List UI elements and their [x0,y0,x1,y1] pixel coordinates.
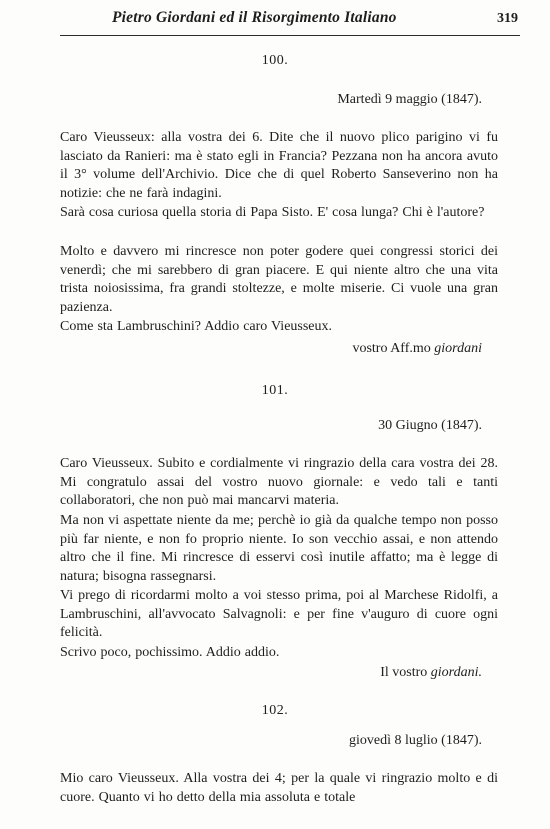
paragraph: Mio caro Vieusseux. Alla vostra dei 4; per la quale vi ringrazio molto e di cuore. Quanto vi ho detto della mia assoluta e totale [60,771,498,805]
signature [352,341,482,357]
paragraph: Caro Vieusseux. Subito e cordialmente vi ringrazio della cara vostra dei 28. Mi congratulo assai del vostro nuovo giornale: e vedo tali e tanti collaboratori, che non può mai mancarvi materia. [60,456,498,509]
signature-name: giordani. [430,665,482,680]
letter-number: 100. [261,53,289,68]
signature-prefix: Il vostro [380,665,428,680]
header-rule [60,35,520,36]
letter-date: 30 Giugno (1847). [378,418,482,433]
paragraph: Scrivo poco, pochissimo. Addio addio. [60,645,280,660]
letter-number: 101. [261,383,289,398]
running-title: Pietro Giordani ed il Risorgimento Italiano [112,9,397,26]
signature [380,665,482,681]
paragraph: Vi prego di ricordarmi molto a voi stesso prima, poi al Marchese Ridolfi, a Lambruschini, all'avvocato Salvagnoli: e per fine v'auguro di cuore ogni felicità. [60,588,498,641]
letter-date: Martedì 9 maggio (1847). [337,92,482,107]
signature-name: giordani [434,341,482,356]
letter-number: 102. [261,703,289,718]
paragraph: Caro Vieusseux: alla vostra dei 6. Dite che il nuovo plico parigino vi fu lasciato da Ranieri: ma è stato egli in Francia? Pezzana non ha ancora avuto il 3° volume dell'Archivio. Dice che di quel Roberto Sanseverino non ha notizie: che ne farà indagini. [60,130,498,201]
page-number: 319 [497,11,518,26]
paragraph: Come sta Lambruschini? Addio caro Vieusseux. [60,319,333,334]
running-head [62,9,518,31]
letter-date: giovedì 8 luglio (1847). [349,733,482,748]
paragraph: Ma non vi aspettate niente da me; perchè io già da qualche tempo non posso più far niente, e non fo proprio niente. Io son vecchio assai, e non attendo altro che il fine. Mi rincresce di esservi così inutile affatto; ma è legge di natura; bisogna rassegnarsi. [60,513,498,584]
signature-prefix: vostro Aff.mo [352,341,431,356]
paragraph: Molto e davvero mi rincresce non poter godere quei congressi storici dei venerdì; che mi sarebbero di gran piacere. E qui niente altro che una vita trista noiosissima, fra grandi stoltezze, e molte miserie. Ci vuole una gran pazienza. [60,244,498,315]
paragraph: Sarà cosa curiosa quella storia di Papa Sisto. E' cosa lunga? Chi è l'autore? [60,205,485,220]
